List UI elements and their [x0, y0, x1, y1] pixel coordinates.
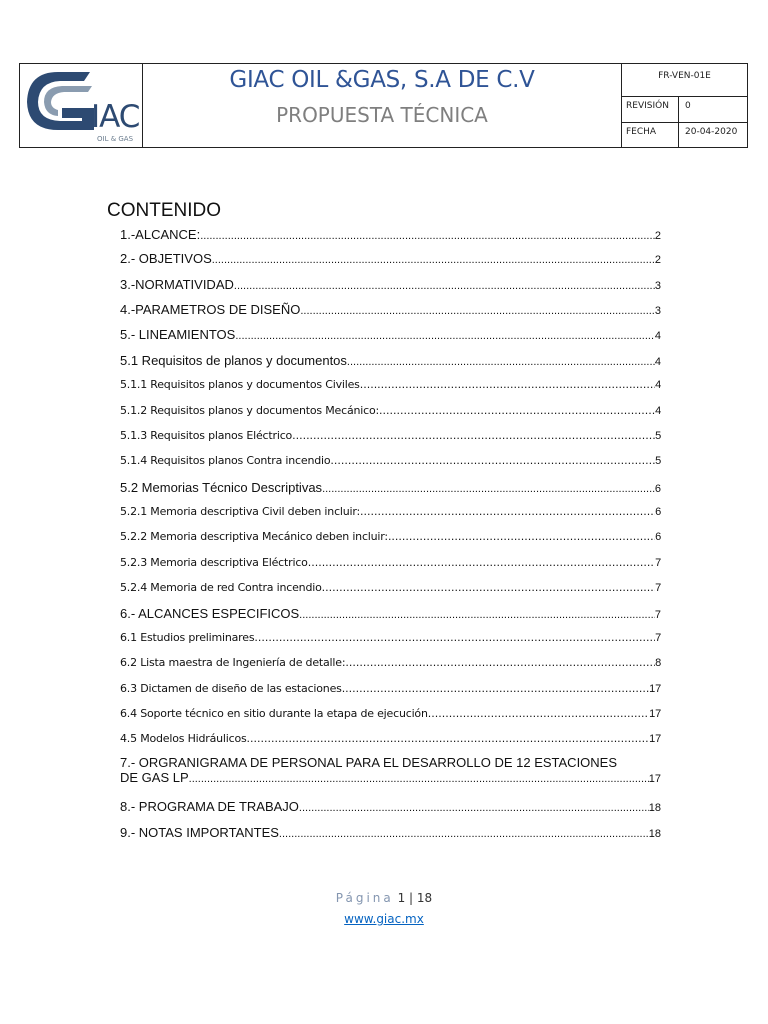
- page-separator: |: [409, 891, 414, 905]
- toc-entry[interactable]: [120, 480, 661, 495]
- toc-leader: [292, 429, 655, 442]
- toc-leader: [345, 656, 655, 669]
- toc-leader: [254, 631, 655, 644]
- toc-leader: [189, 773, 649, 785]
- toc-leader: [322, 483, 655, 495]
- toc-leader: [322, 581, 655, 594]
- toc-entry-page: 2: [654, 254, 661, 266]
- toc-leader: [360, 505, 655, 518]
- toc-entry-page: 4: [655, 405, 661, 417]
- toc-leader: [330, 454, 655, 467]
- document-code-row: [622, 64, 747, 97]
- logo-subtext: OIL & GAS: [97, 135, 134, 143]
- toc-entry-label: DE GAS LP: [120, 770, 189, 785]
- toc-leader: [360, 378, 655, 391]
- toc-entry[interactable]: [120, 707, 661, 720]
- toc-entry-label: 5.2.2 Memoria descriptiva Mecánico deben incluir:: [120, 530, 388, 543]
- toc-entry-label: 5.- LINEAMIENTOS: [120, 327, 236, 342]
- toc-entry-page: 17: [649, 708, 661, 720]
- page-current: 1: [397, 891, 406, 905]
- toc-entry[interactable]: [120, 505, 661, 518]
- toc-entry-page: 7: [655, 632, 661, 644]
- toc-entry-page: 6: [655, 506, 661, 518]
- toc-entry-label: 6.4 Soporte técnico en sitio durante la etapa de ejecución: [120, 707, 428, 720]
- toc-entry[interactable]: [120, 429, 661, 442]
- toc-leader: [428, 707, 649, 720]
- toc-leader: [347, 356, 655, 368]
- toc-entry-label: 5.2.4 Memoria de red Contra incendio: [120, 581, 322, 594]
- toc-leader: [388, 530, 655, 543]
- giac-logo-icon: [22, 68, 102, 134]
- date-value: 20-04-2020: [685, 126, 738, 137]
- toc-leader: [299, 802, 649, 814]
- toc-entry-label: 1.-ALCANCE:: [120, 227, 201, 242]
- company-name: GIAC OIL &GAS, S.A DE C.V: [229, 67, 535, 93]
- toc-entry[interactable]: [120, 454, 661, 467]
- toc-entry-line2: [120, 770, 661, 785]
- toc-entry-page: 8: [655, 657, 661, 669]
- toc-entry-page: 17: [649, 683, 661, 695]
- page-word: Página: [335, 891, 394, 905]
- toc-leader: [308, 556, 655, 569]
- revision-value: 0: [685, 101, 691, 112]
- toc-leader: [279, 828, 649, 840]
- revision-row: [622, 97, 747, 122]
- toc-entry-label: 6.2 Lista maestra de Ingeniería de detalle:: [120, 656, 346, 669]
- date-row: [622, 123, 747, 147]
- toc-leader: [200, 230, 655, 242]
- toc-entry[interactable]: [120, 353, 661, 368]
- toc-entry-page: 2: [654, 230, 661, 242]
- toc-entry[interactable]: [120, 556, 661, 569]
- toc-entry[interactable]: [120, 631, 661, 644]
- toc-entry-label: 4.-PARAMETROS DE DISEÑO: [120, 302, 301, 317]
- toc-entry-page: 4: [654, 356, 661, 368]
- toc-entry[interactable]: [120, 581, 661, 594]
- toc-entry-page: 18: [648, 828, 661, 840]
- logo-cell: [20, 64, 143, 147]
- toc-entry[interactable]: [120, 404, 661, 417]
- toc-leader: [299, 609, 655, 621]
- toc-entry-page: 5: [655, 455, 661, 467]
- toc-entry-label: 9.- NOTAS IMPORTANTES: [120, 825, 279, 840]
- toc-entry-label: 8.- PROGRAMA DE TRABAJO: [120, 799, 299, 814]
- page-total: 18: [416, 891, 433, 905]
- toc-entry-label: 6.- ALCANCES ESPECIFICOS: [120, 606, 300, 621]
- page-number: [0, 891, 768, 905]
- toc-entry-page: 7: [655, 557, 661, 569]
- toc-entry-label: 6.3 Dictamen de diseño de las estaciones: [120, 682, 342, 695]
- date-label: FECHA: [622, 123, 679, 147]
- toc-entry-page: 6: [654, 483, 661, 495]
- document-header: [19, 63, 748, 148]
- toc-leader: [234, 280, 655, 292]
- document-title: PROPUESTA TÉCNICA: [276, 103, 488, 127]
- website-link[interactable]: www.giac.mx: [344, 912, 424, 926]
- toc-leader: [247, 732, 650, 745]
- toc-entry-label: 5.2 Memorias Técnico Descriptivas: [120, 480, 323, 495]
- toc-entry[interactable]: [120, 682, 661, 695]
- toc-entry-label: 5.1.2 Requisitos planos y documentos Mecánico:: [120, 404, 380, 417]
- toc-entry[interactable]: [120, 277, 661, 292]
- toc-entry-label: 5.2.1 Memoria descriptiva Civil deben incluir:: [120, 505, 361, 518]
- toc-entry-label: 4.5 Modelos Hidráulicos: [120, 732, 247, 745]
- toc-entry-page: 4: [654, 330, 661, 342]
- toc-entry[interactable]: [120, 799, 661, 814]
- toc-entry-label: 3.-NORMATIVIDAD: [120, 277, 234, 292]
- revision-label: REVISIÓN: [622, 97, 679, 121]
- toc-entry-label: 6.1 Estudios preliminares: [120, 631, 255, 644]
- toc-entry-label: 2.- OBJETIVOS: [120, 251, 212, 266]
- document-code: FR-VEN-01E: [658, 71, 711, 82]
- toc-entry[interactable]: [120, 755, 661, 785]
- title-cell: [143, 64, 622, 147]
- toc-entry-page: 4: [655, 379, 661, 391]
- toc-entry[interactable]: [120, 327, 661, 342]
- toc-leader: [235, 330, 655, 342]
- toc-entry-page: 5: [655, 430, 661, 442]
- toc-entry[interactable]: [120, 825, 661, 840]
- toc-leader: [212, 254, 655, 266]
- toc-entry[interactable]: [120, 530, 661, 543]
- toc-entry[interactable]: [120, 732, 661, 745]
- toc-entry-page: 6: [655, 531, 661, 543]
- toc-entry-label: 5.1.4 Requisitos planos Contra incendio: [120, 454, 331, 467]
- toc-entry-label: 5.1 Requisitos de planos y documentos: [120, 353, 347, 368]
- toc-leader: [300, 305, 655, 317]
- toc-entry[interactable]: [120, 227, 661, 242]
- toc-entry[interactable]: [120, 656, 661, 669]
- toc-entry-label: 5.1.3 Requisitos planos Eléctrico: [120, 429, 293, 442]
- toc-entry-page: 3: [654, 280, 661, 292]
- toc-entry-page: 7: [655, 582, 661, 594]
- logo-text: IAC: [91, 99, 140, 135]
- toc-entry[interactable]: [120, 606, 661, 621]
- toc-entry-label: 5.1.1 Requisitos planos y documentos Civiles: [120, 378, 360, 391]
- toc-entry[interactable]: [120, 251, 661, 266]
- toc-heading: CONTENIDO: [107, 200, 221, 221]
- meta-cell: [622, 64, 747, 147]
- toc-entry-page: 17: [649, 733, 661, 745]
- toc-leader: [379, 404, 655, 417]
- toc-entry[interactable]: [120, 378, 661, 391]
- toc-entry-page: 7: [654, 609, 661, 621]
- toc-entry-page: 17: [648, 773, 661, 785]
- toc-entry-label-line1: 7.- ORGRANIGRAMA DE PERSONAL PARA EL DESARROLLO DE 12 ESTACIONES: [120, 755, 618, 770]
- toc-leader: [342, 682, 649, 695]
- toc-entry-label: 5.2.3 Memoria descriptiva Eléctrico: [120, 556, 308, 569]
- toc-entry-page: 18: [648, 802, 661, 814]
- toc-entry[interactable]: [120, 302, 661, 317]
- toc-entry-page: 3: [654, 305, 661, 317]
